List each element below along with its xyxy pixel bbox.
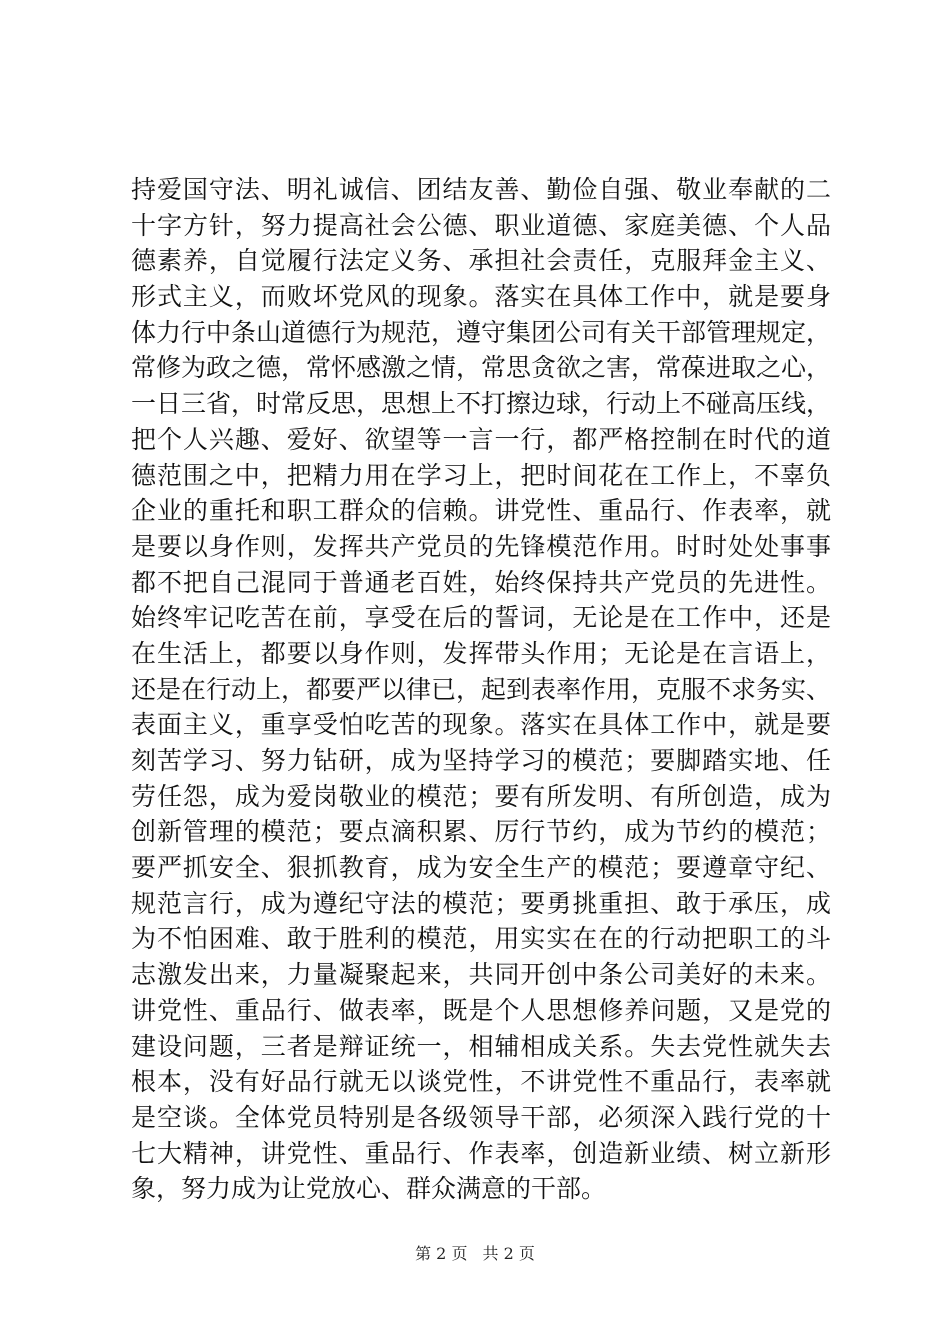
text-line: 志激发出来，力量凝聚起来，共同开创中条公司美好的未来。 [131,960,831,990]
text-line: 十字方针，努力提高社会公德、职业道德、家庭美德、个人品 [131,210,831,240]
text-line: 要严抓安全、狠抓教育，成为安全生产的模范；要遵章守纪、 [131,853,831,883]
text-line: 企业的重托和职工群众的信赖。讲党性、重品行、作表率，就 [131,496,831,526]
text-line: 建设问题，三者是辩证统一，相辅相成关系。失去党性就失去 [131,1031,831,1061]
text-line: 都不把自己混同于普通老百姓，始终保持共产党员的先进性。 [131,567,831,597]
text-line: 表面主义，重享受怕吃苦的现象。落实在具体工作中，就是要 [131,710,831,740]
text-line: 在生活上，都要以身作则，发挥带头作用；无论是在言语上， [131,638,831,668]
body-text [131,172,831,1207]
text-line: 规范言行，成为遵纪守法的模范；要勇挑重担、敢于承压，成 [131,888,831,918]
text-line: 讲党性、重品行、做表率，既是个人思想修养问题，又是党的 [131,995,831,1025]
text-line: 形式主义，而败坏党风的现象。落实在具体工作中，就是要身 [131,282,831,312]
page-footer [0,1244,950,1264]
text-line: 根本，没有好品行就无以谈党性，不讲党性不重品行，表率就 [131,1067,831,1097]
text-line: 刻苦学习、努力钻研，成为坚持学习的模范；要脚踏实地、任 [131,746,831,775]
page-total: 共 2 页 [482,1244,535,1263]
text-line: 劳任怨，成为爱岗敬业的模范；要有所发明、有所创造，成为 [131,781,831,811]
text-line: 持爱国守法、明礼诚信、团结友善、勤俭自强、敬业奉献的二 [131,175,831,204]
text-line: 象，努力成为让党放心、群众满意的干部。 [131,1174,607,1204]
text-line: 为不怕困难、敢于胜利的模范，用实实在在的行动把职工的斗 [131,924,831,954]
text-line: 是空谈。全体党员特别是各级领导干部，必须深入践行党的十 [131,1102,831,1132]
text-line: 德素养，自觉履行法定义务、承担社会责任，克服拜金主义、 [131,246,831,276]
text-line: 把个人兴趣、爱好、欲望等一言一行，都严格控制在时代的道 [131,424,831,454]
text-line: 一日三省，时常反思，思想上不打擦边球，行动上不碰高压线， [131,389,832,419]
text-line: 常修为政之德，常怀感激之情，常思贪欲之害，常葆进取之心， [131,353,832,383]
text-line: 是要以身作则，发挥共产党员的先锋模范作用。时时处处事事 [131,531,831,561]
text-line: 七大精神，讲党性、重品行、作表率，创造新业绩、树立新形 [131,1138,831,1168]
text-line: 创新管理的模范；要点滴积累、厉行节约，成为节约的模范； [131,817,831,847]
text-line: 还是在行动上，都要严以律已，起到表率作用，克服不求务实、 [131,674,832,704]
text-line: 德范围之中，把精力用在学习上，把时间花在工作上，不辜负 [131,460,831,490]
page-number: 第 2 页 [415,1244,468,1263]
text-line: 始终牢记吃苦在前，享受在后的誓词，无论是在工作中，还是 [131,603,831,633]
text-line: 体力行中条山道德行为规范，遵守集团公司有关干部管理规定， [131,317,832,347]
